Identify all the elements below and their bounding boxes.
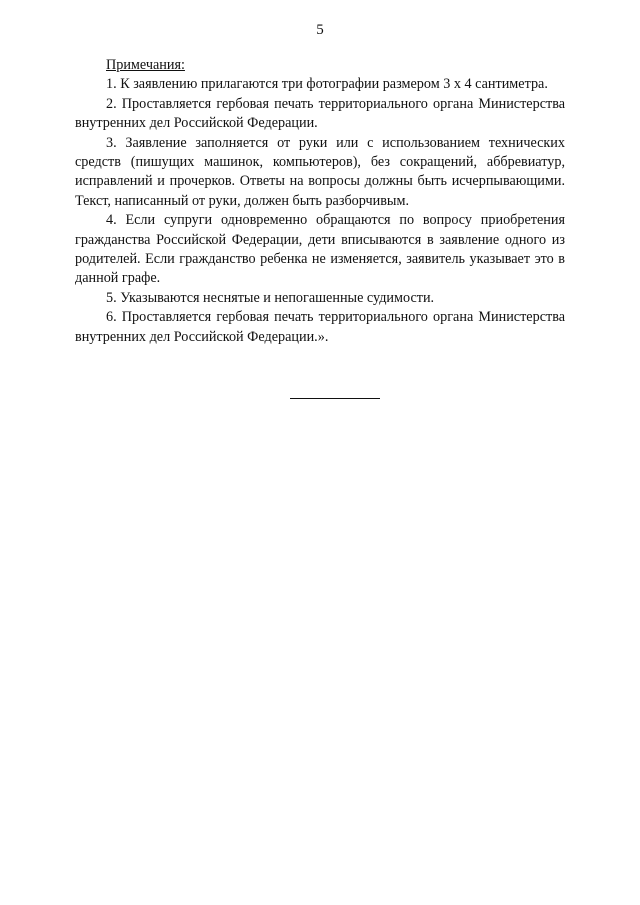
notes-section: [75, 56, 565, 347]
note-item-4: 4. Если супруги одновременно обращаются по вопросу приобретения гражданства Российской Федерации, дети вписываются в заявление одного из родителей. Если гражданство ребенка не изменяется, заявитель указывает это в данной графе.: [75, 212, 565, 287]
note-item-5: 5. Указываются неснятые и непогашенные судимости.: [106, 289, 435, 306]
end-of-document-rule: [290, 398, 380, 399]
note-item-2: 2. Проставляется гербовая печать территориального органа Министерства внутренних дел Российской Федерации.: [75, 95, 565, 132]
note-item-6: 6. Проставляется гербовая печать территориального органа Министерства внутренних дел Российской Федерации.».: [75, 309, 565, 345]
page-number: 5: [316, 22, 324, 38]
note-item-1: 1. К заявлению прилагаются три фотографии размером 3 x 4 сантиметра.: [106, 76, 548, 93]
notes-heading: Примечания:: [106, 57, 185, 73]
note-item-3: 3. Заявление заполняется от руки или с использованием технических средств (пишущих машинок, компьютеров), без сокращений, аббревиатур, исправлений и прочерков. Ответы на вопросы должны быть исчерпывающими. Текст, написанный от руки, должен быть разборчивым.: [75, 134, 565, 209]
